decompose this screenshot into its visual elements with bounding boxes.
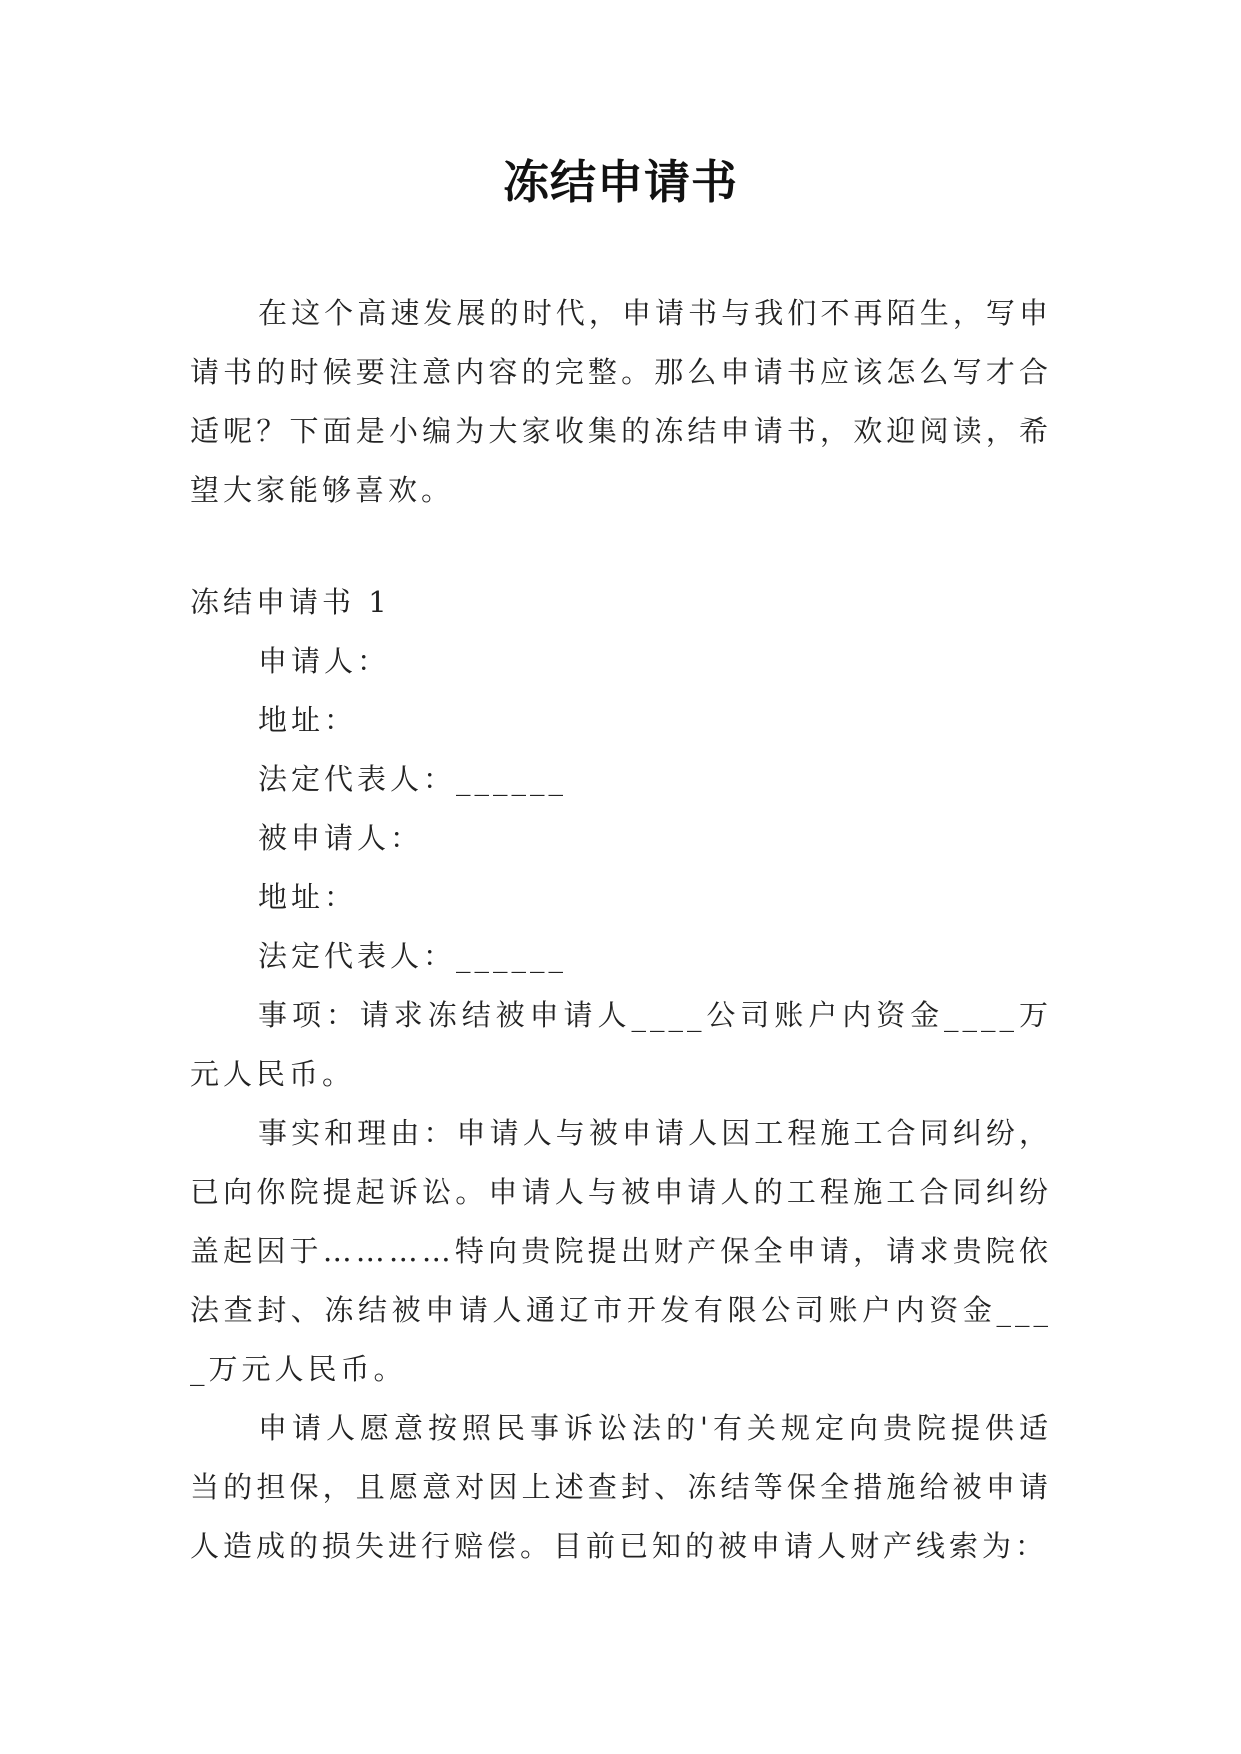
intro-block — [190, 284, 1052, 520]
applicant-address-field: 地址： — [258, 703, 358, 737]
applicant-field: 申请人： — [258, 644, 391, 678]
request-paragraph: 事项：请求冻结被申请人____公司账户内资金____万元人民币。 — [190, 998, 1052, 1091]
application-body — [190, 573, 1052, 1576]
intro-paragraph: 在这个高速发展的时代，申请书与我们不再陌生，写申请书的时候要注意内容的完整。那么申请书应该怎么写才合适呢？下面是小编为大家收集的冻结申请书，欢迎阅读，希望大家能够喜欢。 — [190, 296, 1052, 507]
applicant-legal-representative-field: 法定代表人：______ — [258, 762, 568, 796]
respondent-field: 被申请人： — [258, 821, 424, 855]
facts-and-reasons-paragraph: 事实和理由：申请人与被申请人因工程施工合同纠纷，已向你院提起诉讼。申请人与被申请人的工程施工合同纠纷盖起因于…………特向贵院提出财产保全申请，请求贵院依法查封、冻结被申请人通辽市开发有限公司账户内资金____万元人民币。 — [190, 1116, 1052, 1386]
document-title: 冻结申请书 — [503, 155, 738, 209]
section-heading: 冻结申请书 1 — [190, 585, 391, 619]
respondent-legal-representative-field: 法定代表人：______ — [258, 939, 568, 973]
respondent-address-field: 地址： — [258, 880, 358, 914]
guarantee-paragraph: 申请人愿意按照民事诉讼法的'有关规定向贵院提供适当的担保，且愿意对因上述查封、冻结等保全措施给被申请人造成的损失进行赔偿。目前已知的被申请人财产线索为： — [190, 1411, 1052, 1563]
